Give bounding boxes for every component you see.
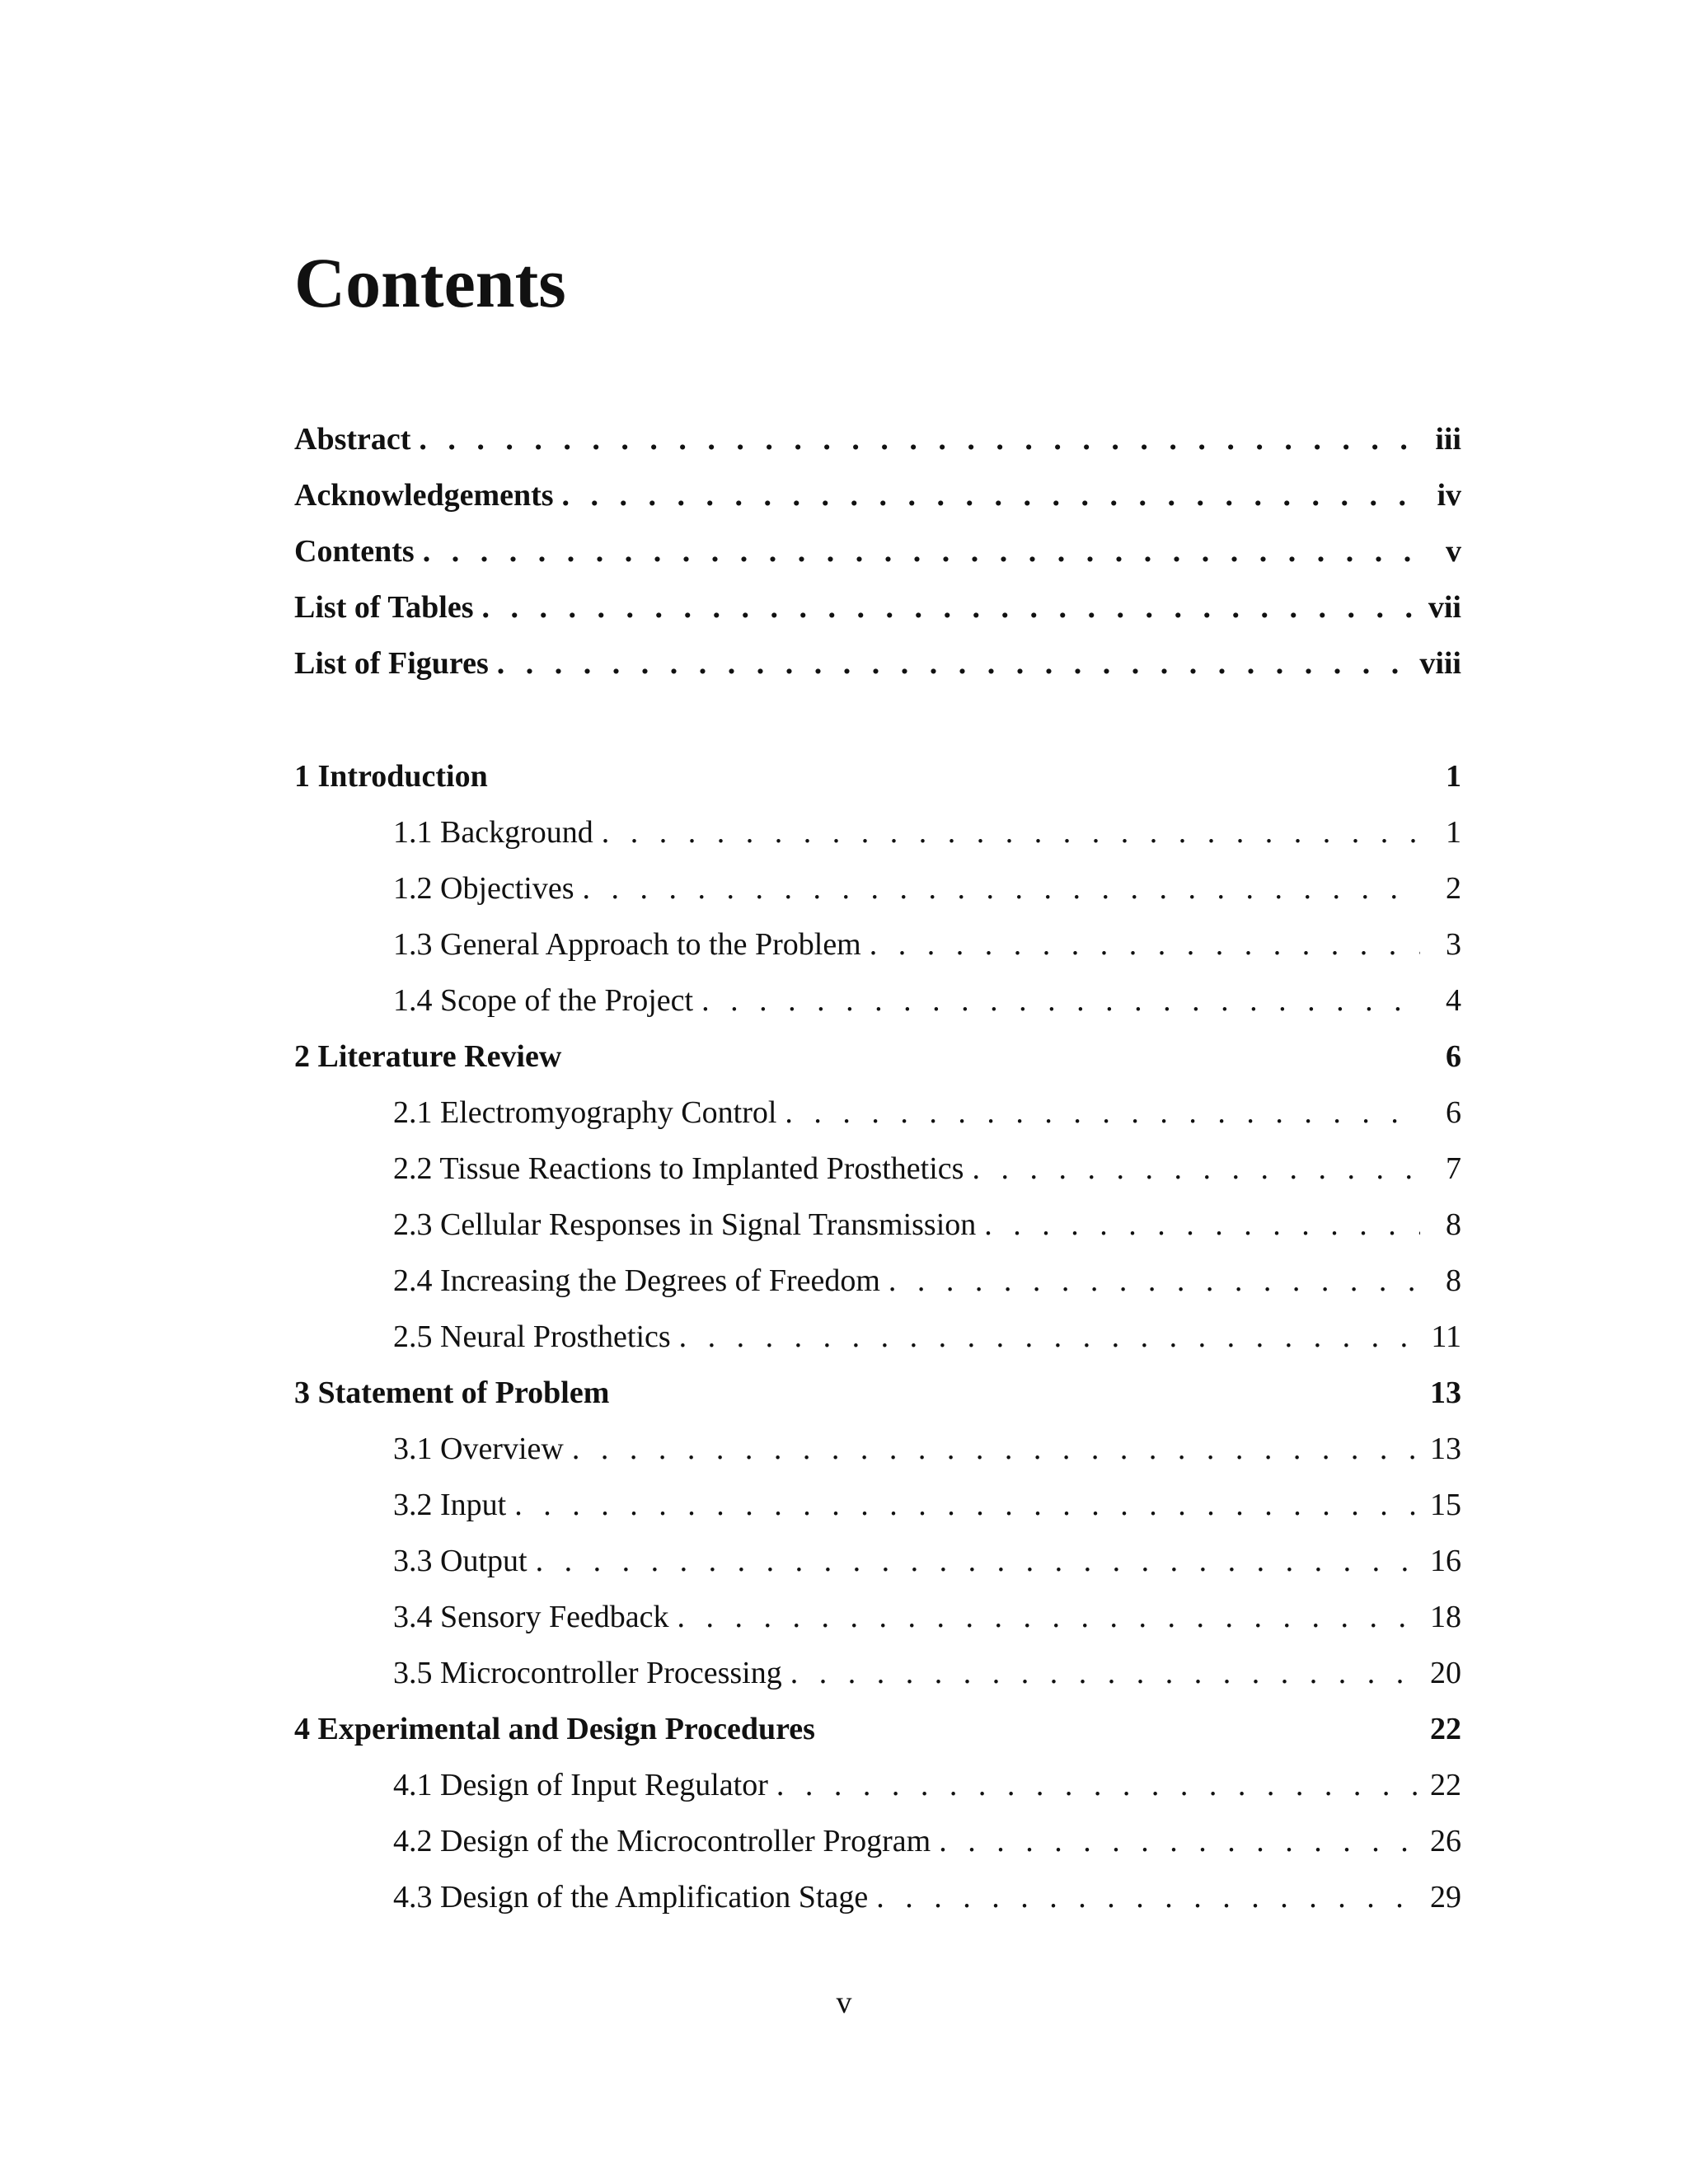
toc-chapter-page: 1 <box>1446 759 1461 794</box>
dot-leader <box>423 527 1420 576</box>
toc-section-4-2[interactable] <box>393 1816 1461 1866</box>
dot-leader <box>870 920 1420 969</box>
toc-chapter-page: 13 <box>1430 1376 1461 1410</box>
toc-section-label: 2.5 Neural Prosthetics <box>393 1319 671 1354</box>
toc-section-page: 29 <box>1430 1880 1461 1915</box>
dot-leader <box>701 976 1420 1025</box>
dot-leader <box>497 639 1412 688</box>
toc-section-page: 1 <box>1446 815 1461 850</box>
dot-leader <box>572 1424 1420 1474</box>
toc-section-page: 4 <box>1446 983 1461 1018</box>
toc-section-label: 1.2 Objectives <box>393 871 574 906</box>
toc-section-label: 4.1 Design of Input Regulator <box>393 1768 768 1802</box>
toc-chapter-2[interactable] <box>294 1032 1461 1081</box>
dot-leader <box>482 583 1420 632</box>
toc-chapter-label: 4 Experimental and Design Procedures <box>294 1712 815 1746</box>
toc-section-3-2[interactable] <box>393 1480 1461 1530</box>
toc-entry-contents[interactable] <box>294 527 1461 576</box>
toc-chapter-label: 3 Statement of Problem <box>294 1376 610 1410</box>
toc-section-1-4[interactable] <box>393 976 1461 1025</box>
toc-entry-label: List of Figures <box>294 646 489 681</box>
toc-section-label: 4.2 Design of the Microcontroller Program <box>393 1824 931 1858</box>
toc-section-page: 26 <box>1430 1824 1461 1858</box>
toc-section-4-3[interactable] <box>393 1872 1461 1922</box>
toc-section-label: 2.2 Tissue Reactions to Implanted Prosthetics <box>393 1151 964 1186</box>
toc-section-label: 1.3 General Approach to the Problem <box>393 927 861 962</box>
toc-section-3-3[interactable] <box>393 1536 1461 1586</box>
dot-leader <box>562 471 1420 520</box>
toc-section-label: 3.1 Overview <box>393 1432 564 1466</box>
toc-chapter-3[interactable] <box>294 1368 1461 1418</box>
toc-section-page: 2 <box>1446 871 1461 906</box>
toc-section-2-1[interactable] <box>393 1088 1461 1137</box>
dot-leader <box>514 1480 1420 1530</box>
dot-leader <box>536 1536 1420 1586</box>
toc-section-label: 2.1 Electromyography Control <box>393 1095 777 1130</box>
toc-entry-label: Contents <box>294 534 415 569</box>
toc-section-page: 16 <box>1430 1544 1461 1578</box>
dot-leader <box>790 1648 1420 1698</box>
toc-section-page: 8 <box>1446 1263 1461 1298</box>
toc-entry-list-of-figures[interactable] <box>294 639 1461 688</box>
dot-leader <box>889 1256 1420 1305</box>
toc-section-label: 1.4 Scope of the Project <box>393 983 694 1018</box>
toc-entry-label: Abstract <box>294 422 411 457</box>
toc-section-page: 20 <box>1430 1656 1461 1690</box>
dot-leader <box>419 415 1420 464</box>
toc-entry-acknowledgements[interactable] <box>294 471 1461 520</box>
dot-leader <box>972 1144 1420 1193</box>
toc-section-2-4[interactable] <box>393 1256 1461 1305</box>
toc-section-1-3[interactable] <box>393 920 1461 969</box>
toc-section-page: 7 <box>1446 1151 1461 1186</box>
toc-section-2-3[interactable] <box>393 1200 1461 1249</box>
dot-leader <box>876 1872 1420 1922</box>
dot-leader <box>776 1760 1420 1810</box>
toc-section-label: 2.4 Increasing the Degrees of Freedom <box>393 1263 880 1298</box>
toc-section-2-5[interactable] <box>393 1312 1461 1361</box>
toc-section-3-5[interactable] <box>393 1648 1461 1698</box>
dot-leader <box>583 864 1420 913</box>
toc-chapter-4[interactable] <box>294 1704 1461 1754</box>
toc-chapter-page: 6 <box>1446 1039 1461 1074</box>
toc-section-1-2[interactable] <box>393 864 1461 913</box>
toc-entry-label: List of Tables <box>294 590 474 625</box>
toc-section-4-1[interactable] <box>393 1760 1461 1810</box>
toc-section-label: 2.3 Cellular Responses in Signal Transmission <box>393 1207 977 1242</box>
toc-section-page: 15 <box>1430 1488 1461 1522</box>
dot-leader <box>602 808 1420 857</box>
toc-section-page: 3 <box>1446 927 1461 962</box>
toc-section-2-2[interactable] <box>393 1144 1461 1193</box>
toc-section-page: 13 <box>1430 1432 1461 1466</box>
dot-leader <box>678 1592 1420 1642</box>
toc-section-label: 3.4 Sensory Feedback <box>393 1600 669 1634</box>
toc-section-label: 1.1 Background <box>393 815 593 850</box>
toc-chapter-label: 2 Literature Review <box>294 1039 562 1074</box>
toc-entry-page: vii <box>1428 590 1461 625</box>
dot-leader <box>785 1088 1420 1137</box>
toc-section-1-1[interactable] <box>393 808 1461 857</box>
dot-leader <box>679 1312 1420 1361</box>
toc-section-3-4[interactable] <box>393 1592 1461 1642</box>
page-title: Contents <box>294 243 566 322</box>
toc-entry-abstract[interactable] <box>294 415 1461 464</box>
toc-entry-page: iii <box>1435 422 1461 457</box>
toc-section-page: 11 <box>1431 1319 1461 1354</box>
toc-chapter-page: 22 <box>1430 1712 1461 1746</box>
toc-chapter-label: 1 Introduction <box>294 759 488 794</box>
toc-section-page: 6 <box>1446 1095 1461 1130</box>
toc-section-3-1[interactable] <box>393 1424 1461 1474</box>
toc-section-label: 3.5 Microcontroller Processing <box>393 1656 782 1690</box>
toc-section-label: 3.3 Output <box>393 1544 528 1578</box>
toc-entry-page: v <box>1446 534 1461 569</box>
dot-leader <box>939 1816 1420 1866</box>
toc-entry-list-of-tables[interactable] <box>294 583 1461 632</box>
toc-section-label: 3.2 Input <box>393 1488 507 1522</box>
toc-entry-page: iv <box>1437 478 1461 513</box>
dot-leader <box>984 1200 1420 1249</box>
toc-section-page: 18 <box>1430 1600 1461 1634</box>
toc-chapter-1[interactable] <box>294 752 1461 801</box>
toc-section-label: 4.3 Design of the Amplification Stage <box>393 1880 869 1915</box>
toc-entry-label: Acknowledgements <box>294 478 554 513</box>
toc-entry-page: viii <box>1419 646 1461 681</box>
toc-section-page: 22 <box>1430 1768 1461 1802</box>
page-number: v <box>836 1985 852 2020</box>
toc-section-page: 8 <box>1446 1207 1461 1242</box>
